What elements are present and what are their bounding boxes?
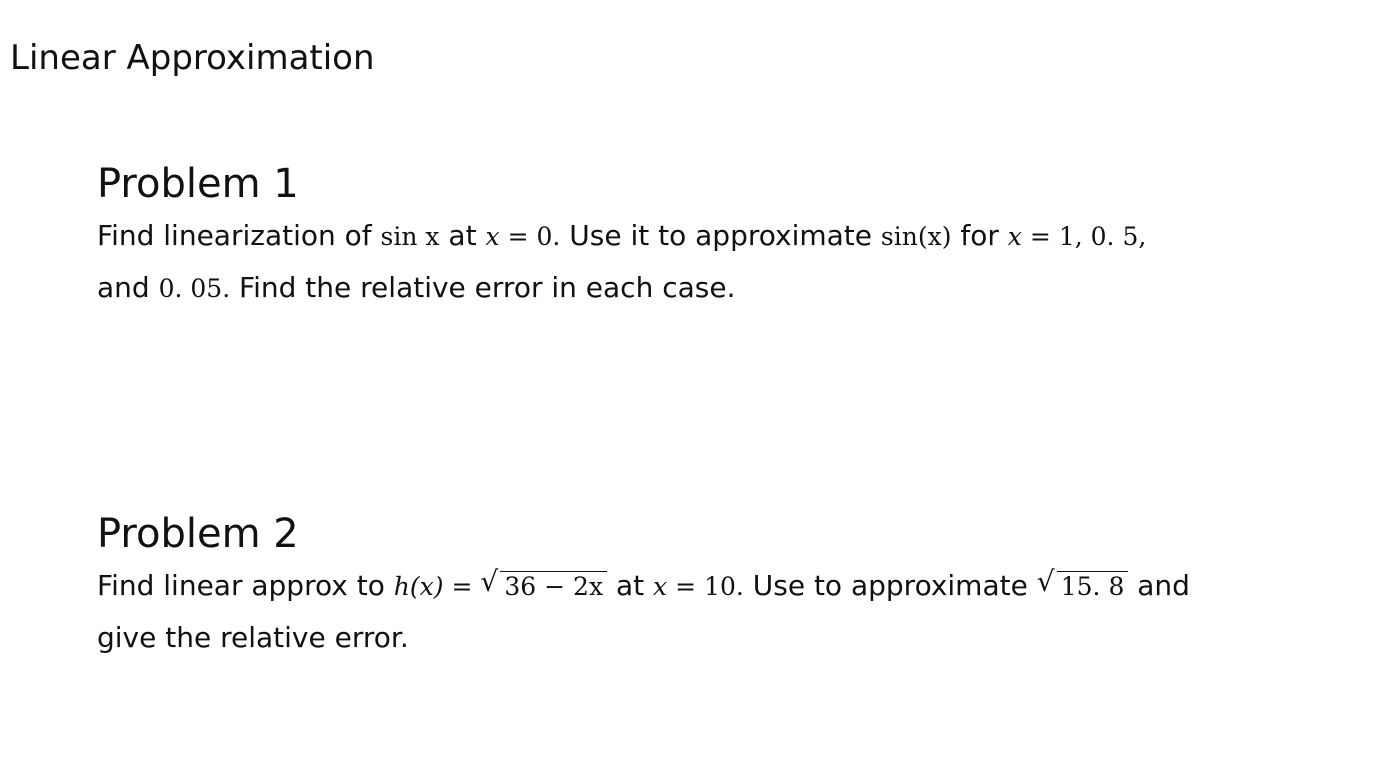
problem-2-line-2 — [97, 612, 1357, 663]
math-ten: 10. — [704, 572, 744, 601]
radical-icon: √ — [480, 565, 499, 598]
problem-2-heading: Problem 2 — [97, 511, 299, 557]
text: and — [97, 271, 159, 304]
square-root — [480, 560, 607, 612]
text: give the relative error. — [97, 621, 409, 654]
text: Use to approximate — [743, 569, 1037, 602]
problem-1 — [97, 158, 1357, 314]
problem-1-heading: Problem 1 — [97, 161, 299, 207]
math-h-of-x: h(x) — [393, 572, 444, 601]
text: Find linear approx to — [97, 569, 394, 602]
text: at — [439, 219, 486, 252]
math-equals: = — [1029, 222, 1051, 251]
problem-2-line-1 — [97, 560, 1357, 612]
page-title: Linear Approximation — [10, 38, 375, 78]
math-equals: = — [507, 222, 529, 251]
text: Find the relative error in each case. — [230, 271, 736, 304]
text: for — [951, 219, 1008, 252]
math-x: x — [1007, 222, 1022, 251]
math-x: x — [485, 222, 500, 251]
problem-1-line-1 — [97, 210, 1357, 262]
math-equals: = — [675, 572, 697, 601]
math-equals: = — [451, 572, 473, 601]
math-sin-of-x: sin(x) — [880, 222, 952, 251]
text: and — [1128, 569, 1190, 602]
math-radicand: 36 − 2x — [500, 571, 607, 601]
math-zero: 0. — [536, 222, 561, 251]
square-root — [1037, 560, 1129, 612]
text: Find linearization of — [97, 219, 381, 252]
math-radicand: 15. 8 — [1057, 571, 1129, 601]
math-value-005: 0. 05. — [158, 274, 231, 303]
math-values: 1, 0. 5, — [1058, 222, 1147, 251]
text: Use it to approximate — [560, 219, 881, 252]
problem-2 — [97, 508, 1357, 663]
math-sin-x: sin x — [380, 222, 440, 251]
radical-icon: √ — [1036, 565, 1055, 598]
math-x: x — [653, 572, 668, 601]
text: at — [607, 569, 654, 602]
problem-1-line-2 — [97, 262, 1357, 314]
